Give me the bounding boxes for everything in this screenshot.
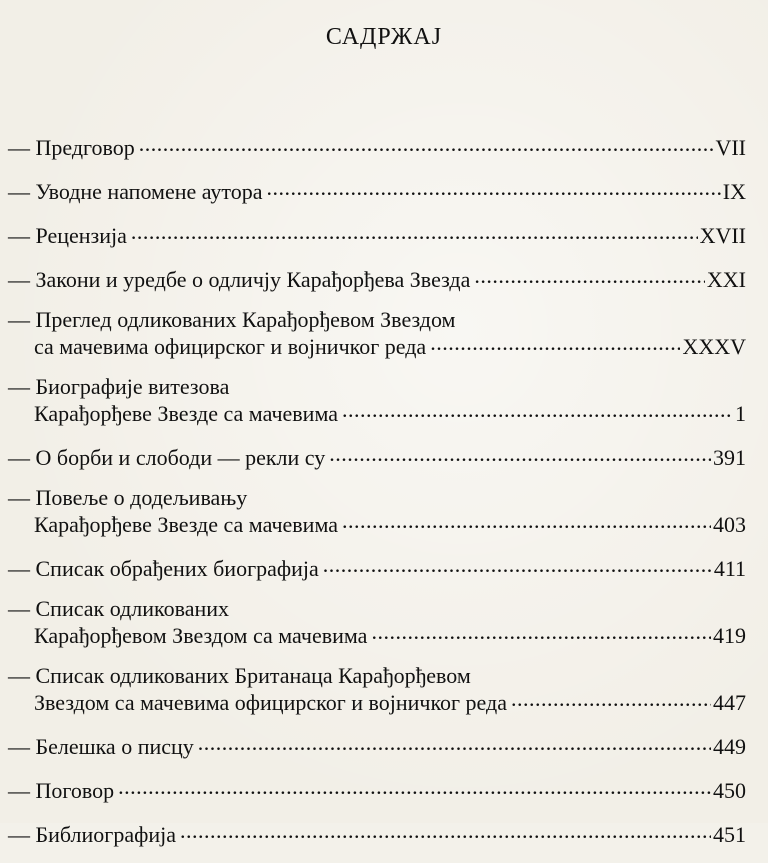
toc-entry-title: — Биографије витезова — [8, 374, 230, 399]
dot-leader — [267, 176, 721, 199]
dot-leader — [474, 264, 705, 287]
dot-leader — [342, 509, 711, 532]
toc-entry-title: — Списак одликованих — [8, 596, 229, 621]
table-of-contents — [8, 132, 746, 863]
toc-entry-page: 411 — [713, 556, 746, 581]
toc-entry-title: — Белешка о писцу — [8, 734, 194, 759]
toc-entry — [8, 819, 746, 846]
toc-entry-title: — Поговор — [8, 778, 115, 803]
toc-entry-title: — Библиографија — [8, 822, 176, 847]
toc-entry-title-continued: са мачевима официрског и војничког реда — [34, 334, 427, 359]
toc-entry-title-continued: Карађорђевом Звездом са мачевима — [34, 623, 368, 648]
toc-entry-page: VII — [715, 135, 746, 160]
toc-entry-page: 451 — [713, 822, 746, 847]
toc-entry — [8, 132, 746, 159]
toc-entry-title: — Предговор — [8, 135, 135, 160]
toc-entry-page: 450 — [713, 778, 746, 803]
toc-entry-title: — Рецензија — [8, 223, 127, 248]
toc-entry — [8, 775, 746, 802]
toc-entry — [8, 597, 746, 647]
toc-entry — [8, 731, 746, 758]
toc-entry — [8, 220, 746, 247]
dot-leader — [329, 442, 711, 465]
toc-entry-page: 419 — [713, 623, 746, 648]
toc-entry-title: — Списак обрађених биографија — [8, 556, 319, 581]
toc-entry-title: — Повеље о додељивању — [8, 485, 248, 510]
toc-entry-page: IX — [722, 179, 746, 204]
toc-entry-title-continued: Звездом са мачевима официрског и војничког реда — [34, 690, 507, 715]
dot-leader — [430, 331, 680, 354]
dot-leader — [131, 220, 698, 243]
toc-entry — [8, 442, 746, 469]
toc-entry-page: XVII — [699, 223, 746, 248]
dot-leader — [511, 687, 711, 710]
toc-entry-title: — Уводне напомене аутора — [8, 179, 263, 204]
toc-entry-page: XXI — [706, 267, 746, 292]
toc-entry-title: — Преглед одликованих Карађорђевом Звездом — [8, 307, 456, 332]
toc-entry-title: — Закони и уредбе о одличју Карађорђева Звезда — [8, 267, 471, 292]
dot-leader — [323, 553, 712, 576]
dot-leader — [342, 398, 733, 421]
toc-entry — [8, 375, 746, 425]
toc-entry-page: 403 — [713, 512, 746, 537]
dot-leader — [198, 731, 711, 754]
toc-entry — [8, 264, 746, 291]
toc-entry-page: XXXV — [682, 334, 746, 359]
toc-entry-title: — Списак одликованих Британаца Карађорђевом — [8, 663, 471, 688]
toc-entry-page: 449 — [713, 734, 746, 759]
toc-entry — [8, 486, 746, 536]
page-title: САДРЖАЈ — [325, 24, 443, 50]
toc-entry — [8, 308, 746, 358]
dot-leader — [371, 620, 711, 643]
toc-entry-page: 447 — [713, 690, 746, 715]
toc-entry-page: 1 — [735, 401, 746, 426]
dot-leader — [139, 132, 714, 155]
dot-leader — [180, 819, 711, 842]
toc-entry — [8, 664, 746, 714]
toc-entry-page: 391 — [713, 445, 746, 470]
toc-entry — [8, 553, 746, 580]
toc-entry-title-continued: Карађорђеве Звезде са мачевима — [34, 512, 338, 537]
toc-entry-title: — О борби и слободи — рекли су — [8, 445, 326, 470]
toc-entry-title-continued: Карађорђеве Звезде са мачевима — [34, 401, 338, 426]
dot-leader — [118, 775, 711, 798]
toc-entry — [8, 176, 746, 203]
